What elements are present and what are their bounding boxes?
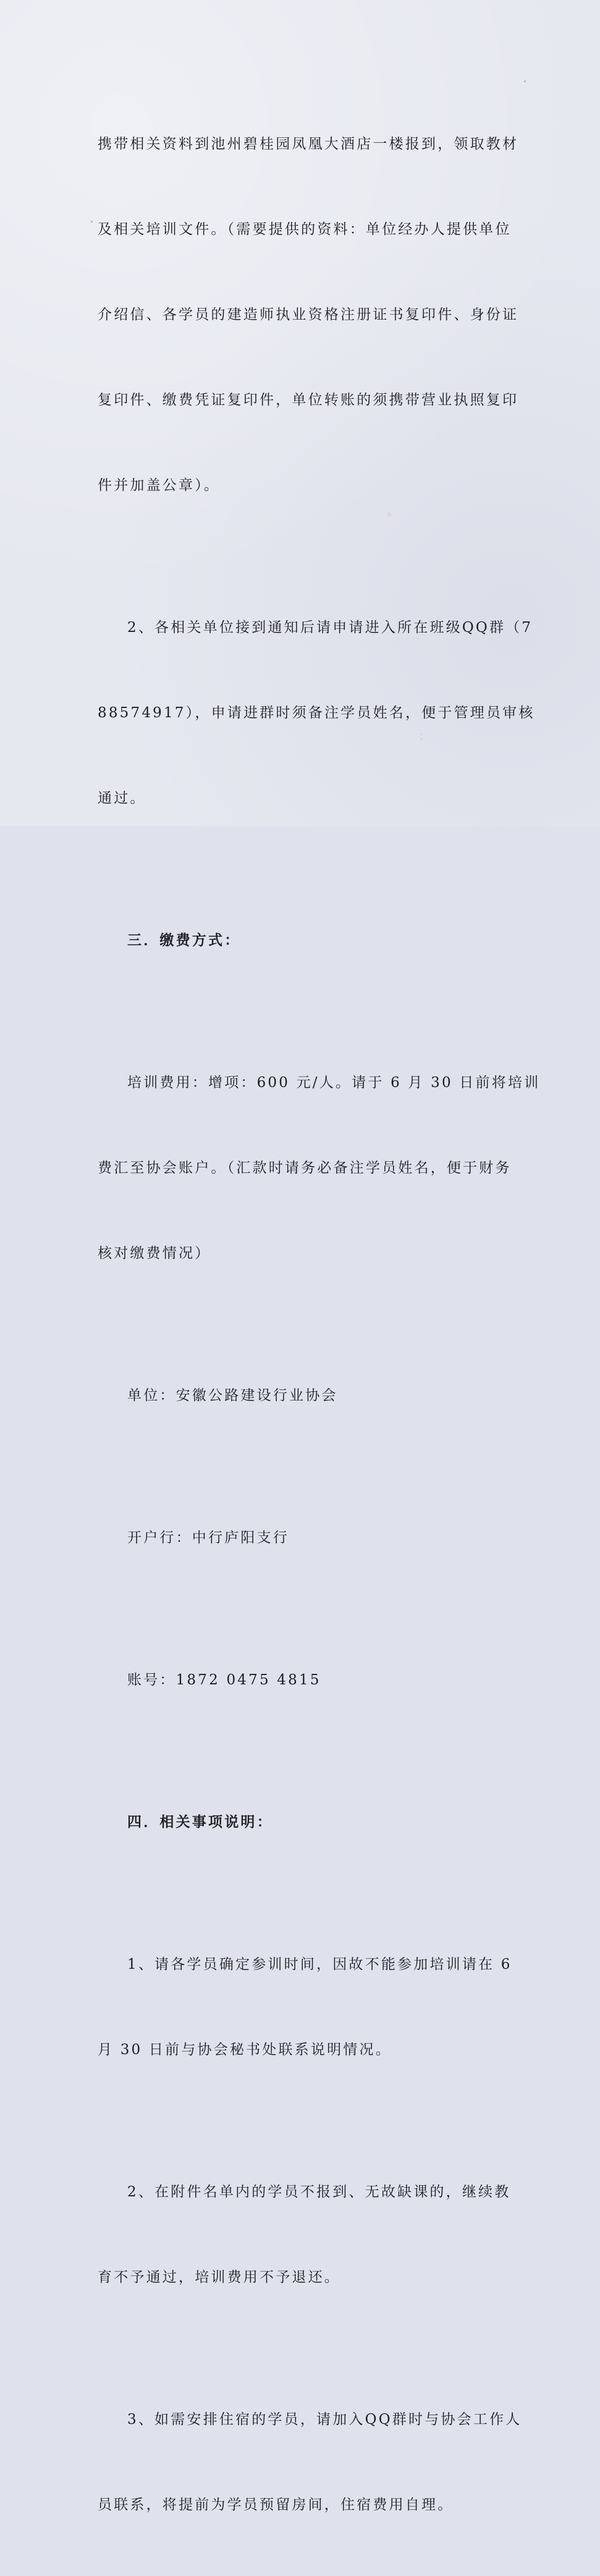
text-line: 员联系，将提前为学员预留房间，住宿费用自理。 bbox=[98, 2497, 454, 2513]
text-line: 携带相关资料到池州碧桂园凤凰大酒店一楼报到，领取教材 bbox=[98, 136, 519, 152]
heading-text: 四．相关事项说明： bbox=[127, 1814, 273, 1830]
text-line: 2、在附件名单内的学员不报到、无故缺课的，继续教 bbox=[127, 2184, 511, 2200]
paragraph-note-1 bbox=[98, 1893, 512, 2121]
stamp-residue-mark: ⁘ bbox=[386, 511, 393, 519]
text-line: 通过。 bbox=[98, 790, 146, 806]
text-line: 2、各相关单位接到通知后请申请进入所在班级QQ群（7 bbox=[127, 620, 533, 636]
text-line: 费汇至协会账户。（汇款时请务必备注学员姓名，便于财务 bbox=[98, 1160, 512, 1176]
stamp-residue-mark: ⁚ bbox=[420, 733, 423, 741]
paragraph-qq-group bbox=[98, 557, 535, 869]
text-line: 3、如需安排住宿的学员，请加入QQ群时与协会工作人 bbox=[127, 2412, 522, 2428]
text-line: 月 30 日前与协会秘书处联系说明情况。 bbox=[98, 2042, 392, 2058]
text-line: 账号：1872 0475 4815 bbox=[127, 1672, 321, 1688]
payee-bank bbox=[98, 1467, 505, 1609]
section-heading-notes bbox=[98, 1751, 505, 1893]
text-line: 1、请各学员确定参训时间，因故不能参加培训请在 6 bbox=[127, 1956, 512, 1973]
text-line: 件并加盖公章）。 bbox=[98, 477, 221, 493]
text-line: 介绍信、各学员的建造师执业资格注册证书复印件、身份证 bbox=[98, 307, 519, 323]
paragraph-note-2 bbox=[98, 2121, 511, 2348]
text-line: 88574917），申请进群时须备注学员姓名，便于管理员审核 bbox=[98, 705, 535, 721]
text-line: 育不予通过，培训费用不予退还。 bbox=[98, 2269, 340, 2285]
paragraph-registration-materials bbox=[98, 73, 519, 557]
section-heading-payment bbox=[98, 869, 505, 1012]
document-body bbox=[98, 73, 541, 2576]
heading-text: 三．缴费方式： bbox=[127, 932, 241, 949]
text-line: 核对缴费情况） bbox=[98, 1245, 211, 1261]
text-line: 开户行：中行庐阳支行 bbox=[127, 1530, 289, 1546]
paragraph-note-3 bbox=[98, 2348, 522, 2576]
text-line: 及相关培训文件。（需要提供的资料：单位经办人提供单位 bbox=[98, 221, 512, 237]
scan-speck bbox=[524, 80, 526, 82]
text-line: 单位：安徽公路建设行业协会 bbox=[127, 1388, 338, 1404]
text-line: 复印件、缴费凭证复印件，单位转账的须携带营业执照复印 bbox=[98, 392, 519, 408]
text-line: 培训费用：增项：600 元/人。请于 6 月 30 日前将培训 bbox=[127, 1075, 541, 1091]
payee-unit bbox=[98, 1324, 505, 1467]
payee-account bbox=[98, 1609, 505, 1751]
scan-speck bbox=[91, 221, 93, 223]
paragraph-training-fee bbox=[98, 1012, 541, 1324]
